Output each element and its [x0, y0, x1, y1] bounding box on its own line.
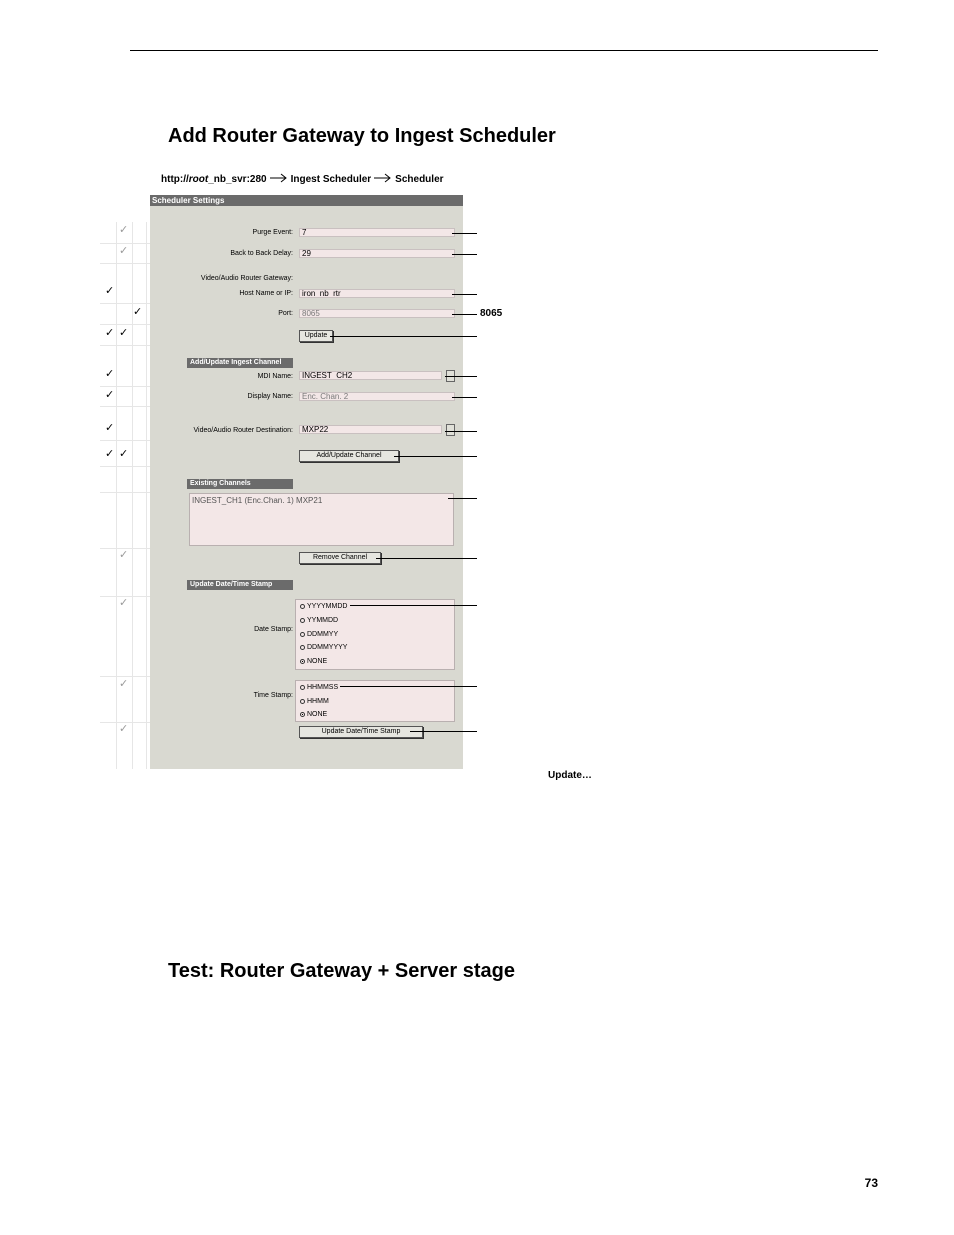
radio-icon — [300, 618, 305, 623]
date-stamp-option[interactable]: YYYYMMDD — [300, 603, 347, 610]
checklist-grid-line — [100, 324, 150, 325]
section-heading-add-router-gateway: Add Router Gateway to Ingest Scheduler — [168, 125, 556, 147]
checkmark-icon: ✓ — [133, 306, 143, 318]
host-name-input[interactable]: iron_nb_rtr — [299, 289, 455, 298]
router-gateway-label: Video/Audio Router Gateway: — [200, 275, 293, 282]
checklist-grid-line — [100, 386, 150, 387]
checklist-grid-line — [100, 406, 150, 407]
existing-channels-heading: Existing Channels — [187, 479, 293, 489]
callout-leader-line — [410, 731, 477, 732]
callout-leader-line — [452, 397, 477, 398]
breadcrumb-url: http://root_nb_svr:280 — [161, 174, 267, 185]
right-arrow-icon — [270, 173, 288, 186]
add-update-channel-button[interactable]: Add/Update Channel — [299, 450, 399, 462]
callout-leader-line — [452, 314, 477, 315]
checklist-grid-line — [100, 466, 150, 467]
checkmark-icon: ✓ — [119, 448, 129, 460]
checklist-grid-line — [100, 440, 150, 441]
checkmark-icon: ✓ — [105, 368, 115, 380]
checkmark-icon: ✓ — [119, 245, 129, 257]
checkmark-icon: ✓ — [105, 422, 115, 434]
time-stamp-option[interactable]: HHMMSS — [300, 684, 338, 691]
purge-event-label: Purge Event: — [252, 229, 293, 236]
checklist-grid-line — [132, 222, 133, 769]
checkmark-icon: ✓ — [119, 327, 129, 339]
update-note-label: Update… — [548, 770, 592, 781]
checkmark-icon: ✓ — [119, 549, 129, 561]
checklist-grid-line — [100, 263, 150, 264]
date-stamp-option[interactable]: YYMMDD — [300, 617, 338, 624]
update-date-time-stamp-heading: Update Date/Time Stamp — [187, 580, 293, 590]
checklist-grid-line — [100, 345, 150, 346]
radio-icon — [300, 632, 305, 637]
purge-event-input[interactable]: 7 — [299, 228, 455, 237]
radio-icon — [300, 645, 305, 650]
add-update-ingest-channel-heading: Add/Update Ingest Channel — [187, 358, 293, 368]
remove-channel-button[interactable]: Remove Channel — [299, 552, 381, 564]
router-destination-label: Video/Audio Router Destination: — [193, 427, 293, 434]
radio-icon — [300, 604, 305, 609]
callout-leader-line — [452, 254, 477, 255]
port-label: Port: — [278, 310, 293, 317]
update-button[interactable]: Update — [299, 330, 333, 342]
header-rule — [130, 50, 878, 51]
update-date-time-stamp-button[interactable]: Update Date/Time Stamp — [299, 726, 423, 738]
checklist-grid-line — [100, 243, 150, 244]
radio-icon — [300, 699, 305, 704]
panel-title: Scheduler Settings — [150, 195, 463, 206]
time-stamp-option-selected[interactable]: NONE — [300, 711, 327, 718]
breadcrumb-scheduler: Scheduler — [395, 174, 444, 185]
mdi-name-label: MDI Name: — [257, 373, 293, 380]
existing-channels-list[interactable] — [189, 493, 454, 546]
time-stamp-label: Time Stamp: — [253, 692, 293, 699]
checklist-grid-line — [100, 303, 150, 304]
port-input[interactable]: 8065 — [299, 309, 455, 318]
checklist-grid-line — [100, 492, 150, 493]
date-stamp-label: Date Stamp: — [254, 626, 293, 633]
radio-selected-icon — [300, 659, 305, 664]
checkmark-icon: ✓ — [105, 448, 115, 460]
port-callout-label: 8065 — [480, 308, 503, 319]
callout-leader-line — [350, 605, 477, 606]
callout-leader-line — [330, 336, 477, 337]
section-heading-test-router-gateway: Test: Router Gateway + Server stage — [168, 960, 515, 982]
checklist-grid-line — [100, 676, 150, 677]
callout-leader-line — [445, 431, 477, 432]
callout-leader-line — [452, 233, 477, 234]
date-stamp-option[interactable]: DDMMYYYY — [300, 644, 347, 651]
radio-selected-icon — [300, 712, 305, 717]
callout-leader-line — [340, 686, 477, 687]
checkmark-icon: ✓ — [105, 389, 115, 401]
host-name-label: Host Name or IP: — [239, 290, 293, 297]
router-destination-dropdown-button[interactable] — [446, 424, 455, 436]
back-to-back-delay-label: Back to Back Delay: — [230, 250, 293, 257]
time-stamp-option[interactable]: HHMM — [300, 698, 329, 705]
checkmark-icon: ✓ — [105, 285, 115, 297]
display-name-label: Display Name: — [247, 393, 293, 400]
checkmark-icon: ✓ — [119, 678, 129, 690]
callout-leader-line — [394, 456, 477, 457]
existing-channel-item[interactable]: INGEST_CH1 (Enc.Chan. 1) MXP21 — [192, 496, 323, 505]
checkmark-icon: ✓ — [119, 224, 129, 236]
checkmark-icon: ✓ — [119, 597, 129, 609]
checklist-grid-line — [116, 222, 117, 769]
router-destination-select[interactable]: MXP22 — [299, 425, 442, 434]
right-arrow-icon — [374, 173, 392, 186]
checkmark-icon: ✓ — [105, 327, 115, 339]
checkmark-icon: ✓ — [119, 723, 129, 735]
page-number: 73 — [864, 1176, 878, 1190]
date-stamp-options — [295, 599, 455, 670]
date-stamp-option-selected[interactable]: NONE — [300, 658, 327, 665]
breadcrumb — [161, 173, 444, 186]
radio-icon — [300, 685, 305, 690]
date-stamp-option[interactable]: DDMMYY — [300, 631, 338, 638]
checklist-grid-line — [146, 222, 147, 769]
callout-leader-line — [445, 376, 477, 377]
callout-leader-line — [452, 294, 477, 295]
breadcrumb-ingest-scheduler: Ingest Scheduler — [290, 174, 372, 185]
display-name-input[interactable]: Enc. Chan. 2 — [299, 392, 455, 401]
mdi-name-select[interactable]: INGEST_CH2 — [299, 371, 442, 380]
callout-leader-line — [376, 558, 477, 559]
back-to-back-delay-input[interactable]: 29 — [299, 249, 455, 258]
callout-leader-line — [448, 498, 477, 499]
